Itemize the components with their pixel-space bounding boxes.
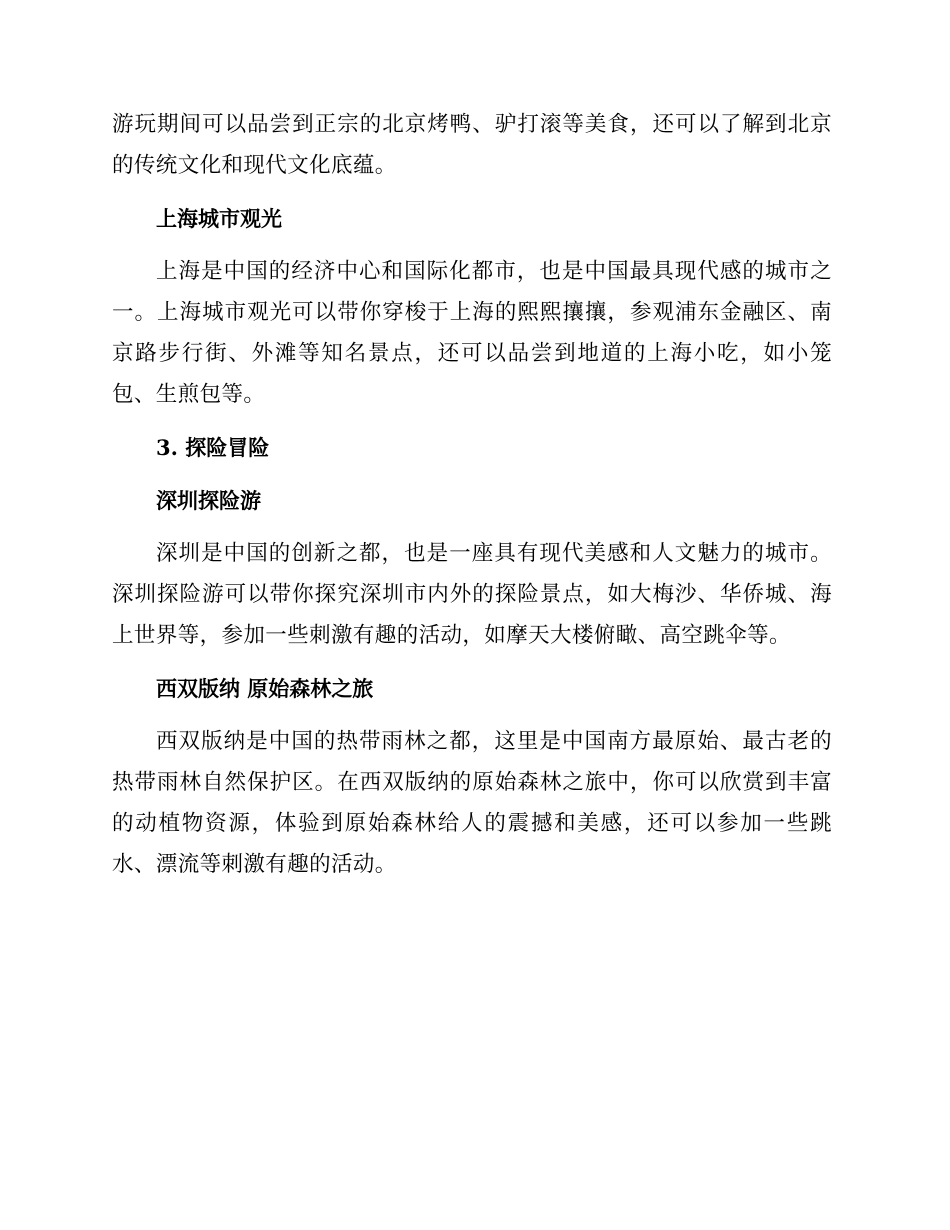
spacer [112, 239, 832, 251]
spacer [112, 521, 832, 533]
heading-xishuangbanna: 西双版纳 原始森林之旅 [156, 676, 374, 701]
spacer [112, 186, 832, 198]
section-heading-3: 3. 探险冒险 [156, 435, 270, 460]
paragraph-shenzhen: 深圳是中国的创新之都，也是一座具有现代美感和人文魅力的城市。深圳探险游可以带你探究深圳市内外的探险景点，如大梅沙、华侨城、海上世界等，参加一些刺激有趣的活动，如摩天大楼俯瞰、高空跳伞等。 [112, 541, 832, 648]
heading-shenzhen: 深圳探险游 [156, 488, 261, 513]
paragraph-xishuangbanna: 西双版纳是中国的热带雨林之都，这里是中国南方最原始、最古老的热带雨林自然保护区。在西双版纳的原始森林之旅中，你可以欣赏到丰富的动植物资源，体验到原始森林给人的震撼和美感，还可以参加一些跳水、漂流等刺激有趣的活动。 [112, 729, 832, 877]
document-body [112, 104, 832, 885]
spacer [112, 468, 832, 480]
spacer [112, 709, 832, 721]
paragraph-shanghai: 上海是中国的经济中心和国际化都市，也是中国最具现代感的城市之一。上海城市观光可以带你穿梭于上海的熙熙攘攘，参观浦东金融区、南京路步行街、外滩等知名景点，还可以品尝到地道的上海小吃，如小笼包、生煎包等。 [112, 259, 832, 407]
intro-paragraph: 游玩期间可以品尝到正宗的北京烤鸭、驴打滚等美食，还可以了解到北京的传统文化和现代文化底蕴。 [112, 112, 832, 178]
spacer [112, 415, 832, 427]
spacer [112, 656, 832, 668]
heading-shanghai: 上海城市观光 [156, 206, 282, 231]
